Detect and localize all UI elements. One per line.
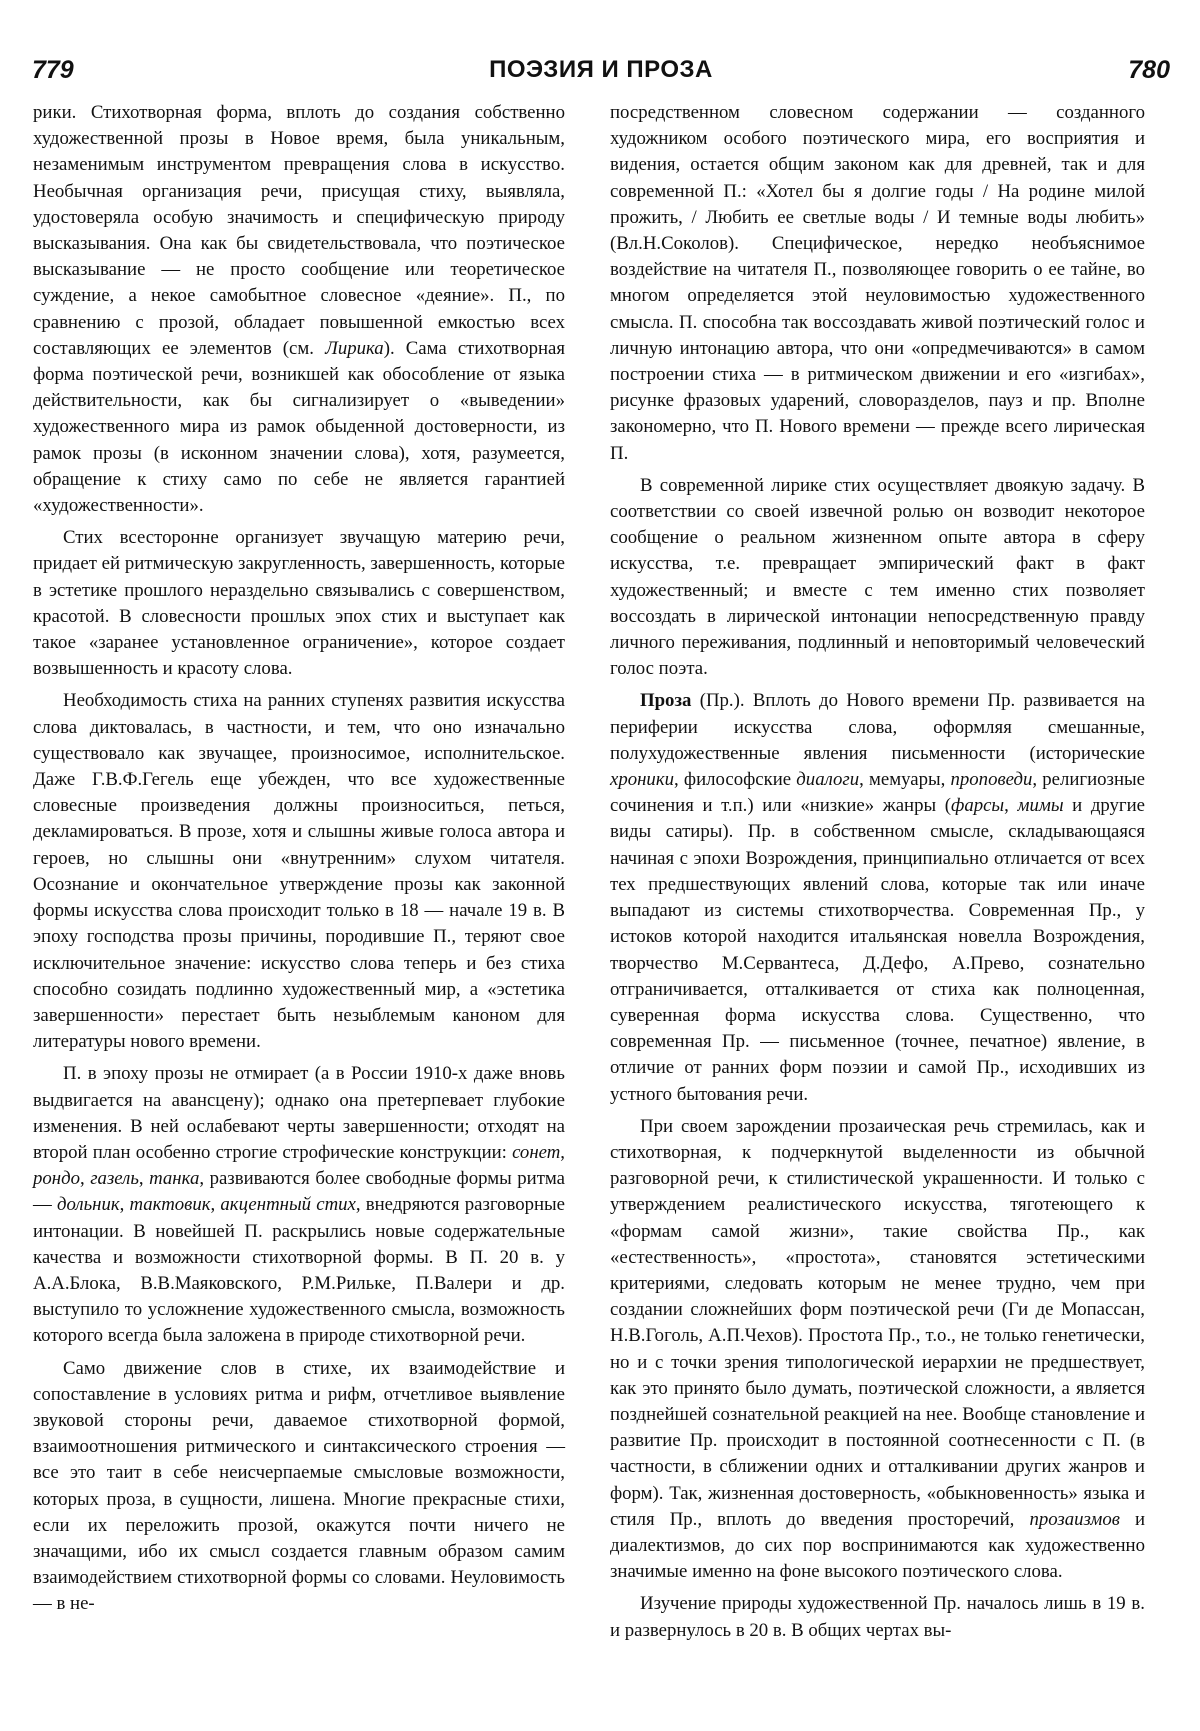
paragraph	[610, 688, 1145, 1107]
paragraph	[610, 1114, 1145, 1586]
text-run: , религиозные сочинения и т.п.) или «низкие» жанры (	[610, 769, 1145, 817]
term: проповеди	[950, 769, 1033, 791]
paragraph	[33, 525, 565, 682]
text-run: ,	[138, 1168, 150, 1190]
text-run: ). Сама стихотворная форма поэтической речи, возникшей как обособление от языка действительности, как бы сигнализирует о «выведении» художественного мира из рамок обыденной достоверности, из рамок прозы (в исконном значении слова), хотя, разумеется, обращение к стиху само по себе не является гарантией «художественности».	[33, 337, 565, 517]
term: акцентный стих	[220, 1194, 356, 1216]
text-run: ,	[560, 1141, 565, 1163]
text-run: и диалектизмов, до сих пор воспринимаются как художественно значимые именно на фоне высокого поэтического слова.	[610, 1508, 1146, 1583]
text-run: , внедряются разговорные интонации. В новейшей П. раскрылись новые содержательные качества и возможности стихотворной формы. В П. 20 в. у А.А.Блока, В.В.Маяковского, Р.М.Рильке, П.Валери и др. выступило то усложнение художественного смысла, возможность которого всегда была заложена в природе стихотворной речи.	[33, 1194, 566, 1347]
text-run: , философские	[674, 769, 797, 791]
text-run: В современной лирике стих осуществляет двоякую задачу. В соответствии со своей извечной ролью он возводит некоторое сообщение о реальном жизненном опыте автора в сферу искусства, т.е. превращает эмпирический факт в факт художественный; и вместе с тем именно стих позволяет воссоздать в лирической интонации непосредственную правду личного переживания, подлинный и неповторимый человеческий голос поэта.	[610, 474, 1145, 680]
right-column	[610, 100, 1145, 1644]
text-run: , развиваются более свободные формы ритма —	[33, 1168, 566, 1216]
page-number-right: 780	[1128, 56, 1170, 84]
term: диалоги	[796, 769, 860, 791]
term: сонет	[512, 1141, 561, 1163]
text-run: Изучение природы художественной Пр. началось лишь в 19 в. и развернулось в 20 в. В общих чертах вы-	[610, 1593, 1145, 1641]
text-run: Само движение слов в стихе, их взаимодействие и сопоставление в условиях ритма и рифм, отчетливое выявление звуковой стороны речи, даваемое стихотворной формой, взаимоотношения ритмического и синтаксического строения — все это таит в себе неисчерпаемые смысловые возможности, которых проза, в сущности, лишена. Многие прекрасные стихи, если их переложить прозой, окажутся почти ничего не значащими, ибо их смысл создается главным образом самим взаимодействием стихотворной формы со словами. Неуловимость — в не-	[33, 1357, 565, 1615]
term: танка	[149, 1168, 200, 1190]
text-run: , мемуары,	[859, 769, 951, 791]
text-run: ,	[80, 1168, 91, 1190]
text-run: ,	[1004, 795, 1018, 817]
text-run: При своем зарождении прозаическая речь стремилась, как и стихотворная, к подчеркнутой выделенности из обычной разговорной речи, к стилистической украшенности. И только с утверждением реалистического искусства, тяготеющего к «формам самой жизни», такие свойства Пр., как «естественность», «простота», становятся эстетическими критериями, следовать которым не менее трудно, чем при создании сложнейших форм поэтической речи (Ги де Мопассан, Н.В.Гоголь, А.П.Чехов). Простота Пр., т.о., не только генетически, но и с точки зрения типологической иерархии не предшествует, как это принято было думать, поэтической сложности, а является позднейшей сознательной реакцией на нее. Вообще становление и развитие Пр. происходит в постоянной соотнесенности с П. (в частности, в сближении одних и отталкивании других жанров и форм). Так, жизненная достоверность, «обыкновенность» языка и стиля Пр., вплоть до введения просторечий,	[610, 1115, 1145, 1530]
page-header	[32, 56, 1170, 96]
term: мимы	[1017, 795, 1064, 817]
paragraph	[610, 1591, 1145, 1643]
text-run: Необходимость стиха на ранних ступенях развития искусства слова диктовалась, в частности, и тем, что оно изначально существовало как звучащее, произносимое, исполнительское. Даже Г.В.Ф.Гегель еще убежден, что все художественные словесные произведения должны произноситься, петься, декламироваться. В прозе, хотя и слышны живые голоса автора и героев, но слышны они «внутренним» слухом читателя. Осознание и окончательное утверждение прозы как законной формы искусства слова происходит только в 18 — начале 19 в. В эпоху господства прозы причины, породившие П., теряют свое исключительное значение: искусство слова теперь и без стиха способно созидать подлинно художественный мир, а «эстетика завершенности» перестает быть незыблемым каноном для литературы нового времени.	[33, 690, 565, 1053]
entry-heading-proza: Проза	[640, 690, 692, 712]
running-title: ПОЭЗИЯ И ПРОЗА	[489, 56, 713, 83]
paragraph	[610, 100, 1145, 467]
text-run: ,	[119, 1194, 130, 1216]
text-run: Стих всесторонне организует звучащую материю речи, придает ей ритмическую закругленность, завершенность, которые в эстетике прошлого нераздельно связывались с совершенством, красотой. В словесности прошлых эпох стих и выступает как такое «заранее установленное ограничение», которое создает возвышенность и красоту слова.	[33, 527, 565, 680]
term: хроники	[610, 769, 675, 791]
left-column	[33, 100, 565, 1618]
term: рондо	[33, 1168, 80, 1190]
text-run: рики. Стихотворная форма, вплоть до создания собственно художественной прозы в Новое время, была уникальным, незаменимым инструментом превращения слова в искусство. Необычная организация речи, присущая стиху, выявляла, удостоверяла особую значимость и специфическую природу высказывания. Она как бы свидетельствовала, что поэтическое высказывание — не просто сообщение или теоретическое суждение, а некое самобытное словесное «деяние». П., по сравнению с прозой, обладает повышенной емкостью всех составляющих ее элементов (см.	[33, 102, 565, 359]
paragraph	[33, 688, 565, 1055]
paragraph	[610, 473, 1145, 683]
term: газель	[90, 1168, 139, 1190]
text-run: и другие виды сатиры). Пр. в собственном смысле, складывающаяся начиная с эпохи Возрождения, принципиально отличается от всех тех предшествующих явлений слова, которые так или иначе выпадают из системы стихотворчества. Современная Пр., у истоков которой находится итальянская новелла Возрождения, творчество М.Сервантеса, Д.Дефо, А.Прево, сознательно отграничивается, отталкивается от стиха как полноценная, суверенная форма искусства слова. Существенно, что современная Пр. — письменное (точнее, печатное) явление, в отличие от ранних форм поэзии и самой Пр., исходивших из устного бытования речи.	[610, 795, 1146, 1105]
term: прозаизмов	[1029, 1508, 1120, 1530]
paragraph	[33, 100, 565, 519]
paragraph	[33, 1061, 565, 1349]
text-run: ,	[210, 1194, 221, 1216]
text-run: (Пр.). Вплоть до Нового времени Пр. развивается на периферии искусства слова, оформляя смешанные, полухудожественные явления письменности (исторические	[610, 690, 1145, 764]
term: дольник	[56, 1194, 120, 1216]
page-number-left: 779	[32, 56, 74, 84]
term-lirika: Лирика	[325, 337, 384, 359]
term: тактовик	[129, 1194, 211, 1216]
text-run: П. в эпоху прозы не отмирает (а в России 1910-х даже вновь выдвигается на авансцену); однако она претерпевает глубокие изменения. В ней ослабевают черты завершенности; отходят на второй план особенно строгие строфические конструкции:	[33, 1063, 565, 1163]
term: фарсы	[950, 795, 1005, 817]
text-run: посредственном словесном содержании — созданного художником особого поэтического мира, его восприятия и видения, остается общим законом как для древней, так и для современной П.: «Хотел бы я долгие годы / На родине милой прожить, / Любить ее светлые воды / И темные воды любить» (Вл.Н.Соколов). Специфическое, нередко необъяснимое воздействие на читателя П., позволяющее говорить о ее тайне, во многом определяется этой неуловимостью художественного смысла. П. способна так воссоздавать живой поэтический голос и личную интонацию автора, что они «опредмечиваются» в самом построении стиха — в ритмическом движении и его «изгибах», рисунке фразовых ударений, словоразделов, пауз и пр. Вполне закономерно, что П. Нового времени — прежде всего лирическая П.	[610, 102, 1145, 464]
paragraph	[33, 1356, 565, 1618]
